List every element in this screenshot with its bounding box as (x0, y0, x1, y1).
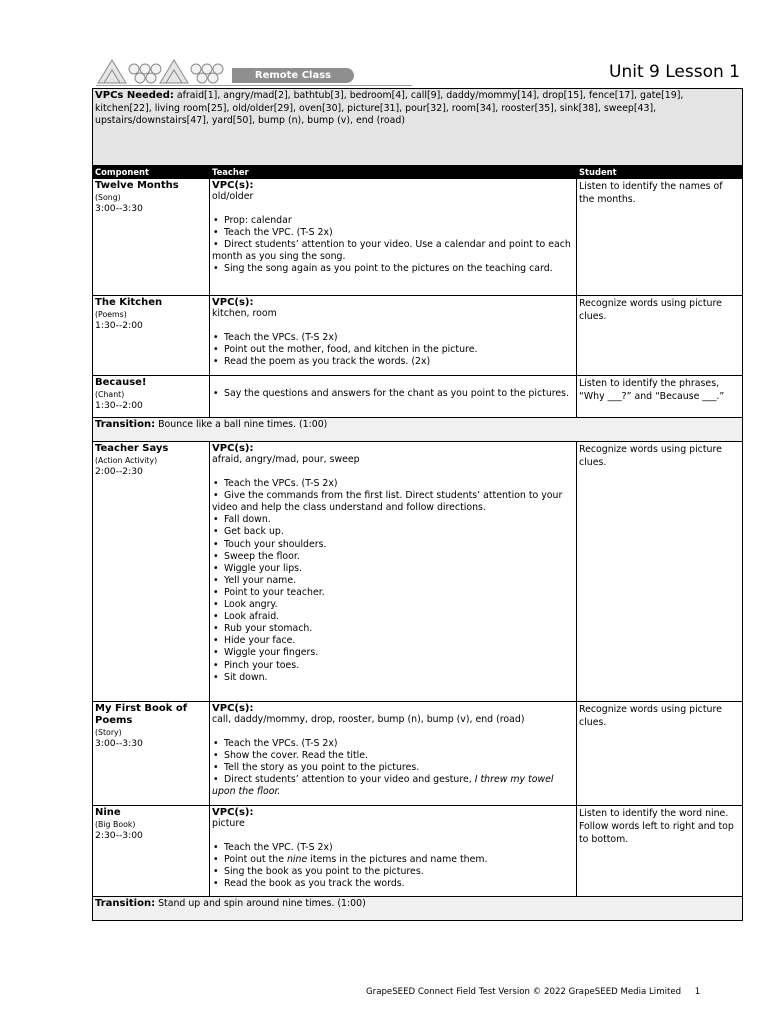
command-item: • Wiggle your fingers. (212, 647, 574, 659)
vpcs-needed-cell (93, 89, 743, 166)
teacher-step: • Teach the VPC. (T-S 2x) (212, 227, 574, 239)
unit-lesson-title: Unit 9 Lesson 1 (609, 62, 740, 82)
teacher-step: • Point out the mother, food, and kitchen in the picture. (212, 344, 574, 356)
teacher-cell (210, 376, 577, 418)
component-row-nine (93, 806, 743, 897)
vpcs-needed-label: VPCs Needed: (95, 90, 174, 101)
lesson-plan-table (92, 88, 743, 921)
teacher-step: • Sing the song again as you point to the pictures on the teaching card. (212, 263, 574, 275)
component-type: (Chant) (95, 390, 125, 399)
vpcs-needed-list: afraid[1], angry/mad[2], bathtub[3], bedroom[4], call[9], daddy/mommy[14], drop[15], fence[17], gate[19], kitchen[22], living room[25], old/older[29], oven[30], picture[31], pour[32], room[34], rooster[35], sink[38], sweep[43], upstairs/downstairs[47], yard[50], bump (n), bump (v), end (road) (95, 90, 684, 126)
transition-label: Transition: (95, 419, 156, 430)
teacher-step (212, 854, 574, 866)
column-header-teacher: Teacher (210, 166, 577, 179)
column-header-student: Student (577, 166, 743, 179)
component-cell (93, 702, 210, 806)
vpc-label: VPC(s): (212, 297, 254, 308)
component-time: 1:30--2:00 (95, 400, 143, 411)
command-item: • Sit down. (212, 672, 574, 684)
student-cell: Recognize words using picture clues. (577, 296, 743, 376)
teacher-step (212, 774, 574, 798)
component-cell (93, 179, 210, 296)
header-rule (96, 85, 412, 86)
component-type: (Song) (95, 193, 121, 202)
teacher-step: • Direct students’ attention to your video. Use a calendar and point to each month as you sing the song. (212, 239, 574, 263)
transition-cell (93, 897, 743, 921)
component-cell (93, 442, 210, 702)
vpc-list: old/older (212, 191, 254, 202)
component-time: 1:30--2:00 (95, 320, 143, 331)
component-name: The Kitchen (95, 297, 163, 308)
component-row-twelve-months (93, 179, 743, 296)
component-row-because (93, 376, 743, 418)
component-cell (93, 806, 210, 897)
vpc-label: VPC(s): (212, 180, 254, 191)
teacher-step: • Sing the book as you point to the pictures. (212, 866, 574, 878)
component-name: Because! (95, 377, 147, 388)
teacher-cell (210, 296, 577, 376)
student-cell: Recognize words using picture clues. (577, 442, 743, 702)
teacher-step: • Read the poem as you track the words. (2x) (212, 356, 574, 368)
logo-graphic (94, 56, 234, 86)
vpc-label: VPC(s): (212, 703, 254, 714)
component-time: 2:00--2:30 (95, 466, 143, 477)
teacher-cell (210, 702, 577, 806)
component-name: Teacher Says (95, 443, 169, 454)
teacher-step: • Show the cover. Read the title. (212, 750, 574, 762)
command-item: • Get back up. (212, 526, 574, 538)
component-cell (93, 376, 210, 418)
transition-label: Transition: (95, 898, 156, 909)
command-item: • Sweep the floor. (212, 551, 574, 563)
command-item: • Touch your shoulders. (212, 539, 574, 551)
vpc-list: afraid, angry/mad, pour, sweep (212, 454, 360, 465)
transition-text: Bounce like a ball nine times. (1:00) (158, 419, 328, 430)
grapeseed-logo (94, 56, 414, 88)
teacher-step: • Teach the VPCs. (T-S 2x) (212, 738, 574, 750)
teacher-step: • Teach the VPCs. (T-S 2x) (212, 332, 574, 344)
student-objective: Listen to identify the word nine. (579, 808, 729, 819)
vpc-label: VPC(s): (212, 807, 254, 818)
gesture-step-text: Direct students’ attention to your video and gesture, (224, 774, 472, 786)
command-item: • Rub your stomach. (212, 623, 574, 635)
footer-text: GrapeSEED Connect Field Test Version © 2022 GrapeSEED Media Limited 1 (366, 987, 701, 997)
gesture-phrase: I threw my towel upon the floor. (212, 774, 554, 798)
teacher-step: • Teach the VPCs. (T-S 2x) (212, 478, 574, 490)
component-name: My First Book of Poems (95, 703, 188, 726)
teacher-step: • Prop: calendar (212, 215, 574, 227)
component-type: (Action Activity) (95, 456, 158, 465)
component-type: (Big Book) (95, 820, 136, 829)
command-item: • Fall down. (212, 514, 574, 526)
component-cell (93, 296, 210, 376)
component-time: 2:30--3:00 (95, 830, 143, 841)
point-out-word: nine (286, 854, 308, 866)
teacher-cell (210, 806, 577, 897)
component-row-the-kitchen (93, 296, 743, 376)
teacher-step: • Teach the VPC. (T-S 2x) (212, 842, 574, 854)
command-item: • Wiggle your lips. (212, 563, 574, 575)
page-header (92, 56, 742, 90)
teacher-step: • Give the commands from the first list. Direct students’ attention to your video and help the class understand and follow directions. (212, 490, 574, 514)
component-time: 3:00--3:30 (95, 203, 143, 214)
command-item: • Pinch your toes. (212, 660, 574, 672)
teacher-step: • Read the book as you track the words. (212, 878, 574, 890)
point-out-text: Point out the (224, 854, 284, 866)
transition-row (93, 418, 743, 442)
student-cell: Listen to identify the names of the months. (577, 179, 743, 296)
student-cell: Recognize words using picture clues. (577, 702, 743, 806)
student-objective: Follow words left to right and top to bottom. (579, 821, 734, 845)
vpc-list: call, daddy/mommy, drop, rooster, bump (n), bump (v), end (road) (212, 714, 525, 725)
component-name: Twelve Months (95, 180, 179, 191)
vpc-list: picture (212, 818, 245, 829)
transition-text: Stand up and spin around nine times. (1:00) (158, 898, 366, 909)
vpc-label: VPC(s): (212, 443, 254, 454)
vpc-list: kitchen, room (212, 308, 277, 319)
transition-cell (93, 418, 743, 442)
column-header-component: Component (93, 166, 210, 179)
transition-row (93, 897, 743, 921)
command-item: • Yell your name. (212, 575, 574, 587)
teacher-step: • Tell the story as you point to the pictures. (212, 762, 574, 774)
component-row-teacher-says (93, 442, 743, 702)
command-item: • Hide your face. (212, 635, 574, 647)
component-row-my-first-book-of-poems (93, 702, 743, 806)
component-type: (Poems) (95, 310, 127, 319)
command-item: • Point to your teacher. (212, 587, 574, 599)
student-cell (577, 806, 743, 897)
page-footer (366, 987, 700, 997)
remote-class-badge: Remote Class (232, 68, 354, 83)
command-item: • Look afraid. (212, 611, 574, 623)
command-item: • Look angry. (212, 599, 574, 611)
student-cell: Listen to identify the phrases, “Why ___?” and “Because ___.” (577, 376, 743, 418)
teacher-cell (210, 179, 577, 296)
vpcs-row (93, 89, 743, 166)
component-time: 3:00--3:30 (95, 738, 143, 749)
point-out-rest: items in the pictures and name them. (310, 854, 488, 866)
teacher-step: • Say the questions and answers for the chant as you point to the pictures. (212, 388, 574, 400)
column-header-row (93, 166, 743, 179)
component-type: (Story) (95, 728, 122, 737)
component-name: Nine (95, 807, 121, 818)
teacher-cell (210, 442, 577, 702)
